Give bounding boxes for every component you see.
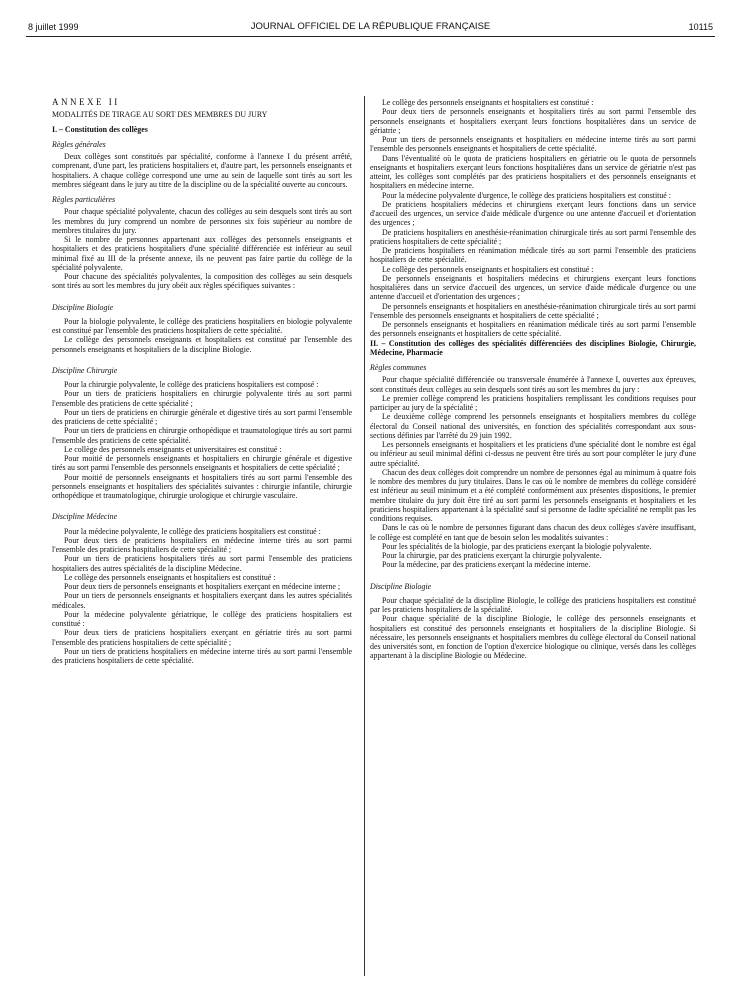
header-page-number: 10115 [688, 22, 713, 32]
subsection-heading: Règles particulières [52, 195, 116, 204]
subsection-heading: Discipline Biologie [370, 581, 432, 591]
paragraph: Pour la médecine polyvalente, le collège des praticiens hospitaliers est constitué : [64, 526, 321, 536]
header-journal-title: JOURNAL OFFICIEL DE LA RÉPUBLIQUE FRANÇAISE [250, 21, 491, 32]
paragraph: Pour moitié de personnels enseignants et hospitaliers tirés au sort parmi l'ensemble des personnels enseignants et hospitaliers des spécialités suivantes : chirurgie infantile, chirurgie orthopédique et traumatologique, chirurgie urologique et chirurgie vasculaire. [52, 472, 352, 500]
paragraph: Pour un tiers de praticiens en chirurgie orthopédique et traumatologique tirés au sort parmi l'ensemble des praticiens de cette spécialité. [52, 426, 352, 445]
paragraph: Le premier collège comprend les praticiens hospitaliers remplissant les conditions requises pour participer au jury de la spécialité ; [370, 393, 696, 412]
paragraph: Pour les spécialités de la biologie, par des praticiens exerçant la biologie polyvalente. [382, 541, 652, 551]
paragraph: Les personnels enseignants et hospitaliers et les praticiens d'une spécialité dont le nombre est égal ou inférieur au seuil minimal défini ci-dessus ne peuvent être tirés au sort pour compléter le jury d'une autre spécialité. [370, 440, 696, 468]
paragraph: Pour deux tiers de personnels enseignants et hospitaliers exerçant en médecine interne ; [64, 582, 341, 591]
left-column [52, 98, 352, 665]
paragraph: Pour la médecine polyvalente gériatrique, le collège des praticiens hospitaliers est constitué : [52, 609, 352, 628]
paragraph: De personnels enseignants et hospitaliers médecins et chirurgiens exerçant leurs fonctions hospitalières dans un service d'accueil des urgences, un service d'aide médicale d'urgence ou une antenne d'accueil et d'orientation des urgences ; [370, 273, 696, 302]
paragraph: Pour chaque spécialité polyvalente, chacun des collèges au sein desquels sont tirés au sort les membres du jury comprend un nombre de personnes six fois supérieur au nombre de membres titulaires du jury. [52, 207, 352, 235]
paragraph: Pour la chirurgie polyvalente, le collège des praticiens hospitaliers est composé : [64, 380, 319, 389]
subsection-heading: Discipline Médecine [52, 512, 118, 522]
subsection-heading: Discipline Chirurgie [52, 365, 118, 375]
paragraph: Dans le cas où le nombre de personnes figurant dans chacun des deux collèges s'avère insuffisant, le collège est complété en tant que de besoin selon les modalités suivantes : [370, 523, 696, 542]
paragraph: Le collège des personnels enseignants et universitaires est constitué : [64, 444, 282, 454]
paragraph: Pour la biologie polyvalente, le collège des praticiens hospitaliers en biologie polyvalente est constitué par l'ensemble des praticiens hospitaliers de cette spécialité. [52, 316, 352, 335]
paragraph: De personnels enseignants et hospitaliers en anesthésie-réanimation chirurgicale tirés au sort parmi l'ensemble des personnels enseignants et hospitaliers de cette spécialité ; [370, 301, 696, 320]
column-divider [364, 96, 365, 976]
section-heading: I. – Constitution des collèges [52, 124, 148, 134]
paragraph: Le deuxième collège comprend les personnels enseignants et hospitaliers membres du collège électoral du Conseil national des universités, en fonction des spécialités correspondant aux sous-sections définies par l'arrêté du 29 juin 1992. [370, 412, 696, 440]
paragraph: Pour un tiers de praticiens hospitaliers tirés au sort parmi l'ensemble des praticiens hospitaliers des autres spécialités de la discipline Médecine. [52, 554, 352, 573]
subsection-heading: Discipline Biologie [52, 302, 114, 312]
paragraph: Deux collèges sont constitués par spécialité, conforme à l'annexe I du présent arrêté, comprenant, d'une part, les praticiens hospitaliers et, d'autre part, les personnels enseignants et hospitaliers. A chaque collège correspond une urne au sein de laquelle sont tirés au sort les membres siégeant dans le jury au titre de la discipline ou de la spécialité ouverte au concours. [52, 152, 352, 189]
paragraph: Pour deux tiers de praticiens hospitaliers exerçant en gériatrie tirés au sort parmi l'ensemble des praticiens hospitaliers de cette spécialité ; [52, 628, 352, 647]
paragraph: Pour chaque spécialité différenciée ou transversale énumérée à l'annexe I, ouvertes aux épreuves, sont constitués deux collèges au sein desquels sont tirés au sort les membres du jury : [370, 375, 696, 394]
paragraph: Pour chacune des spécialités polyvalentes, la composition des collèges au sein desquels sont tirés au sort les membres du jury obéit aux règles spécifiques suivantes : [52, 272, 352, 291]
paragraph: Pour la médecine polyvalente d'urgence, le collège des praticiens hospitaliers est constitué : [382, 190, 671, 200]
paragraph: Chacun des deux collèges doit comprendre un nombre de personnes égal au minimum à quatre fois le nombre des membres du jury titulaires. Dans le cas où le nombre de membres du collège considéré est inférieur au seuil minimum et a été complété conformément aux présentes dispositions, le premier membre titulaire du jury doit être tiré au sort parmi les personnels enseignants et hospitaliers et les praticiens hospitaliers appartenant à la spécialité sauf si personne de ladite spécialité ne remplit pas les conditions requises. [370, 467, 696, 523]
paragraph: Si le nombre de personnes appartenant aux collèges des personnels enseignants et hospitaliers et des praticiens hospitaliers d'une spécialité différenciée est inférieur au seuil minimal fixé au III de la présente annexe, ils ne peuvent pas faire partie du collège de la spécialité polyvalente. [52, 235, 352, 272]
paragraph: Pour la médecine, par des praticiens exerçant la médecine interne. [382, 560, 591, 570]
paragraph: Pour chaque spécialité de la discipline Biologie, le collège des praticiens hospitaliers est constitué par les praticiens hospitaliers de la spécialité. [370, 595, 696, 614]
subsection-heading: Règles générales [52, 139, 106, 149]
paragraph: De praticiens hospitaliers en réanimation médicale tirés au sort parmi l'ensemble des praticiens hospitaliers de cette spécialité. [370, 246, 696, 265]
paragraph: Le collège des personnels enseignants et hospitaliers est constitué : [64, 572, 276, 582]
header-date: 8 juillet 1999 [28, 22, 79, 32]
paragraph: Dans l'éventualité où le quota de praticiens hospitaliers en gériatrie ou le quota de personnels enseignants et hospitaliers exerçant leurs fonctions hospitalières dans un service de gériatrie n'est pas atteint, les collèges sont complétés par des praticiens hospitaliers et des personnels enseignants et hospitaliers en médecine interne. [370, 153, 696, 191]
paragraph: De personnels enseignants et hospitaliers en réanimation médicale tirés au sort parmi l'ensemble des personnels enseignants et hospitaliers de cette spécialité. [370, 320, 696, 339]
paragraph: Le collège des personnels enseignants et hospitaliers est constitué : [382, 264, 594, 274]
paragraph: Pour chaque spécialité de la discipline Biologie, le collège des personnels enseignants et hospitaliers est constitué des personnels enseignants et hospitaliers de la discipline Biologie. Si nécessaire, les personnels enseignants et hospitaliers membres du collège électoral du Conseil national des universités sont, en fonction de l'option d'exercice biologique ou clinique, versés dans les collèges appartenant à la discipline Biologie ou Médecine. [370, 614, 696, 661]
paragraph: Pour la chirurgie, par des praticiens exerçant la chirurgie polyvalente. [382, 551, 602, 560]
paragraph: Pour un tiers de praticiens hospitaliers en chirurgie polyvalente tirés au sort parmi l'ensemble des praticiens de cette spécialité ; [52, 389, 352, 408]
paragraph: De praticiens hospitaliers en anesthésie-réanimation chirurgicale tirés au sort parmi l'ensemble des praticiens hospitaliers de cette spécialité ; [370, 227, 696, 246]
paragraph: Le collège des personnels enseignants et hospitaliers est constitué par l'ensemble des personnels enseignants et hospitaliers de la discipline Biologie. [52, 335, 352, 354]
page-header [28, 20, 713, 40]
annex-title: MODALITÉS DE TIRAGE AU SORT DES MEMBRES DU JURY [52, 110, 268, 120]
paragraph: Pour deux tiers de personnels enseignants et hospitaliers tirés au sort parmi l'ensemble des personnels enseignants et hospitaliers exerçant leurs fonctions hospitalières dans un service de gériatrie ; [370, 107, 696, 135]
paragraph: Pour deux tiers de praticiens hospitaliers en médecine interne tirés au sort parmi l'ensemble des praticiens hospitaliers de cette spécialité ; [52, 535, 352, 554]
header-rule [26, 36, 715, 37]
right-column [370, 98, 696, 661]
paragraph: Pour moitié de personnels enseignants et hospitaliers en chirurgie générale et digestive tirés au sort parmi l'ensemble des personnels enseignants et hospitaliers de cette spécialité ; [52, 454, 352, 473]
paragraph: Pour un tiers de personnels enseignants et hospitaliers exerçant dans les autres spécialités médicales. [52, 591, 352, 610]
subsection-heading: Règles communes [370, 363, 427, 372]
section-heading: II. – Constitution des collèges des spécialités différenciées des disciplines Biologie, Chirurgie, Médecine, Pharmacie [370, 338, 696, 357]
paragraph: De praticiens hospitaliers médecins et chirurgiens exerçant leurs fonctions dans un service d'accueil des urgences, un service d'aide médicale d'urgence ou une antenne d'accueil et d'orientation des urgences ; [370, 199, 696, 228]
paragraph: Le collège des personnels enseignants et hospitaliers est constitué : [382, 98, 594, 107]
paragraph: Pour un tiers de praticiens hospitaliers en médecine interne tirés au sort parmi l'ensemble des praticiens hospitaliers de cette spécialité. [52, 646, 352, 665]
paragraph: Pour un tiers de praticiens en chirurgie générale et digestive tirés au sort parmi l'ensemble des praticiens de cette spécialité ; [52, 407, 352, 426]
paragraph: Pour un tiers de personnels enseignants et hospitaliers en médecine interne tirés au sort parmi l'ensemble des personnels enseignants et hospitaliers de cette spécialité. [370, 135, 696, 154]
annex-heading: ANNEXE II [52, 97, 120, 107]
